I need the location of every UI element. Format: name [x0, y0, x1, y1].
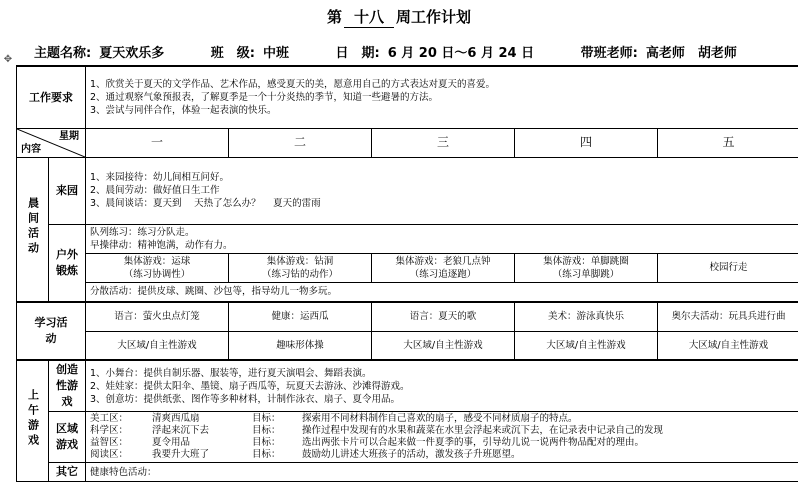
forenoon-games-label: 上午游戏 [17, 360, 49, 482]
area-item: 益智区： 夏令用品 目标： 选出两张卡片可以合起来做一件夏季的事，引导幼儿说一说两件物品配对的理由。 [90, 437, 645, 448]
game-fri: 校园行走 [658, 253, 798, 282]
week-number: 十八 [344, 6, 394, 28]
other-label: 其它 [49, 463, 86, 482]
theme-value: 夏天欢乐多 [99, 46, 165, 61]
area-item: 美工区： 清爽西瓜扇 目标： 探索用不同材料制作自己喜欢的扇子，感受不同材质扇子的特点。 [90, 413, 578, 424]
weekday-header-row [17, 128, 798, 157]
diagonal-header-cell [17, 128, 86, 157]
teacher-value: 高老师 胡老师 [645, 46, 737, 61]
game-thu: 集体游戏：单脚跳圈 （练习单脚跳） [515, 253, 658, 282]
neirong-label: 内容 [21, 143, 41, 155]
theme-label: 主题名称: [34, 46, 92, 61]
game-mon: 集体游戏：运球 （练习协调性） [86, 253, 229, 282]
plan-table-container [16, 65, 798, 486]
study-activity-label: 学习活动 [17, 302, 86, 360]
split-activity: 分散活动：提供皮球、跳圈、沙包等，指导幼儿一物多玩。 [86, 282, 798, 302]
area-games-content [86, 412, 798, 463]
area-activity-row [17, 412, 798, 463]
plan-header [34, 42, 794, 61]
morning-activity-label: 晨间活动 [17, 157, 49, 302]
area-item: 阅读区： 我要升大班了 目标： 鼓励幼儿讲述大班孩子的活动，激发孩子升班愿望。 [90, 449, 521, 460]
work-requirements-row [17, 66, 798, 128]
lesson-thu: 美术：游泳真快乐 [515, 302, 658, 331]
teacher-label: 带班老师: [580, 46, 638, 61]
area-games-label: 区域游戏 [49, 412, 86, 463]
lessons-row [17, 302, 798, 331]
lesson-tue: 健康：运西瓜 [229, 302, 372, 331]
xingqi-label: 星期 [59, 130, 79, 142]
area-games-row [17, 331, 798, 360]
creative-games-content: 1、小舞台：提供自制乐器、服装等，进行夏天演唱会、舞蹈表演。 2、娃娃家：提供太阳伞、墨镜、扇子西瓜等，玩夏天去游泳、沙滩得游戏。 3、创意坊：提供纸张、图作等多种材料，计制作泳衣、扇子、夏令用品。 [86, 360, 798, 412]
weekday-3: 三 [372, 128, 515, 157]
lesson-mon: 语言：萤火虫点灯笼 [86, 302, 229, 331]
creative-games-label: 创造性游戏 [49, 360, 86, 412]
area-fri: 大区域/自主性游戏 [658, 331, 798, 360]
outdoor-games-row [17, 253, 798, 282]
area-mon: 大区域/自主性游戏 [86, 331, 229, 360]
area-wed: 大区域/自主性游戏 [372, 331, 515, 360]
outdoor-queue-content: 队列练习：练习分队走。 早操律动：精神饱满，动作有力。 [86, 224, 798, 253]
creative-games-row [17, 360, 798, 412]
game-wed: 集体游戏：老狼几点钟 （练习追逐跑） [372, 253, 515, 282]
area-thu: 大区域/自主性游戏 [515, 331, 658, 360]
other-content: 健康特色活动： [86, 463, 798, 482]
area-item: 科学区： 浮起来沉下去 目标： 操作过程中发现有的水果和蔬菜在水里会浮起来或沉下去，在记录表中记录自己的发现 [90, 425, 664, 436]
other-row [17, 463, 798, 482]
lesson-wed: 语言：夏天的歌 [372, 302, 515, 331]
table-move-handle-icon[interactable]: ✥ [3, 54, 13, 65]
class-value: 中班 [262, 46, 289, 61]
class-label: 班 级: [210, 46, 255, 61]
area-tue: 趣味形体操 [229, 331, 372, 360]
work-requirements-content: 1、欣赏关于夏天的文学作品、艺术作品，感受夏天的美，愿意用自己的方式表达对夏天的喜爱。 2、通过观察气象预报表，了解夏季是一个十分炎热的季节，知道一些避暑的方法。 3、尝试与同伴合作，体验一起表演的快乐。 [86, 66, 798, 128]
date-label: 日 期: [335, 46, 380, 61]
outdoor-split-row [17, 282, 798, 302]
outdoor-exercise-label: 户外锻炼 [49, 224, 86, 302]
page-title: 第 十八 周工作计划 [326, 8, 472, 26]
arrival-row [17, 157, 798, 224]
weekday-1: 一 [86, 128, 229, 157]
lesson-fri: 奥尔夫活动：玩具兵进行曲 [658, 302, 798, 331]
game-tue: 集体游戏：钻洞 （练习钻的动作） [229, 253, 372, 282]
arrival-content: 1、来园接待：幼儿间相互问好。 2、晨间劳动：做好值日生工作 3、晨间谈话：夏天到 天热了怎么办？ 夏天的雷雨 [86, 157, 798, 224]
arrival-label: 来园 [49, 157, 86, 224]
weekday-5: 五 [658, 128, 798, 157]
weekday-4: 四 [515, 128, 658, 157]
outdoor-queue-row [17, 224, 798, 253]
date-value: 6 月 20 日～6 月 24 日 [387, 46, 535, 61]
weekday-2: 二 [229, 128, 372, 157]
work-requirements-label: 工作要求 [17, 66, 86, 128]
plan-table [16, 65, 798, 482]
